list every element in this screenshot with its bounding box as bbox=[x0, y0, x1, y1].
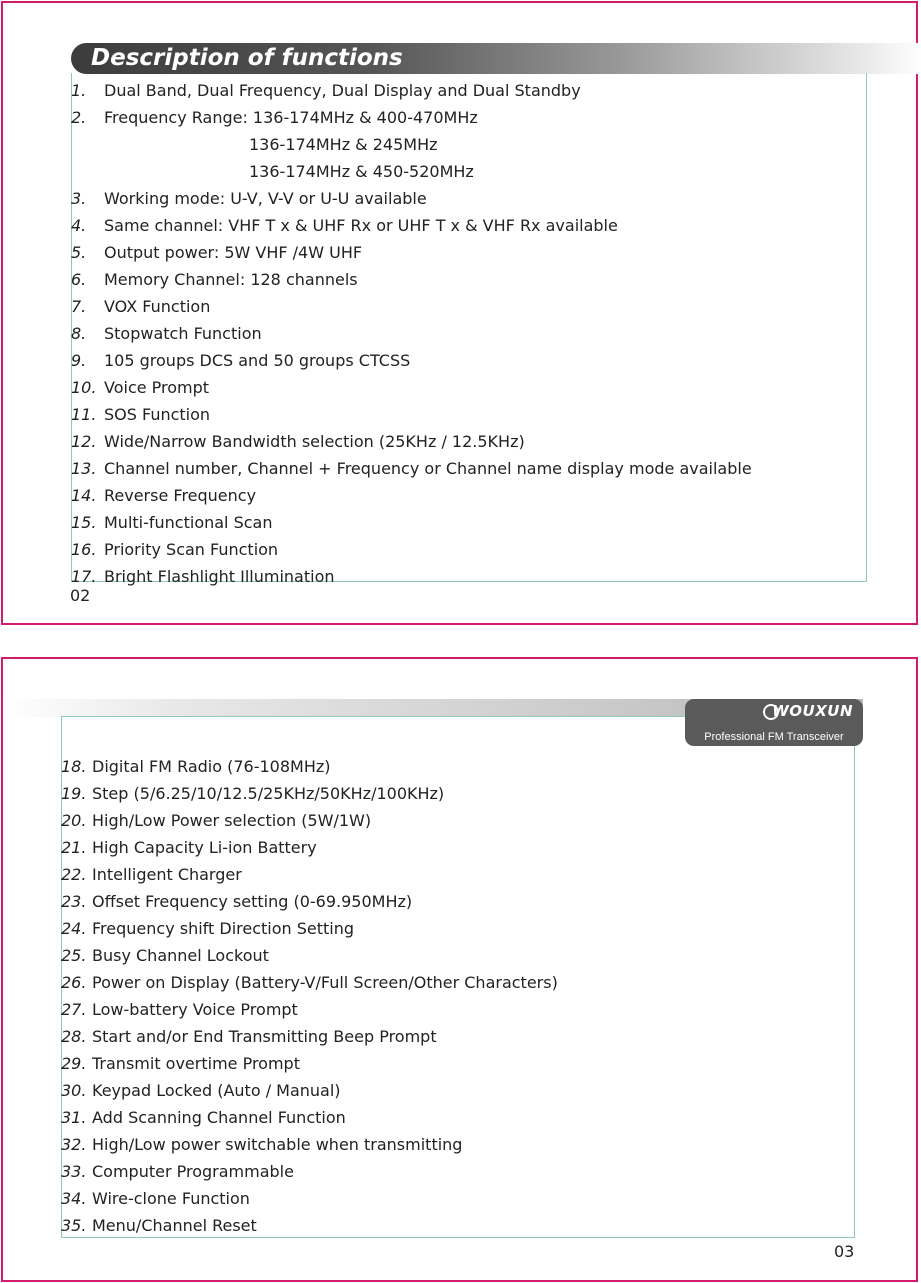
item-text: Frequency Range: 136-174MHz & 400-470MHz bbox=[104, 108, 478, 127]
item-number: 11. bbox=[71, 405, 97, 424]
item-number: 16. bbox=[71, 540, 97, 559]
frequency-range-line-3: 136-174MHz & 450-520MHz bbox=[249, 162, 474, 181]
brand-logo bbox=[685, 699, 863, 746]
item-text: High/Low Power selection (5W/1W) bbox=[92, 811, 372, 830]
item-number: 24. bbox=[61, 919, 87, 938]
item-number: 17. bbox=[71, 567, 97, 586]
item-number: 4. bbox=[71, 216, 87, 235]
item-text: Digital FM Radio (76-108MHz) bbox=[92, 757, 331, 776]
item-text: Bright Flashlight Illumination bbox=[104, 567, 335, 586]
item-text: SOS Function bbox=[104, 405, 211, 424]
item-text: Same channel: VHF T x & UHF Rx or UHF T x & VHF Rx available bbox=[104, 216, 618, 235]
item-text: Wide/Narrow Bandwidth selection (25KHz / 12.5KHz) bbox=[104, 432, 525, 451]
item-text: Voice Prompt bbox=[104, 378, 210, 397]
item-number: 32. bbox=[61, 1135, 87, 1154]
item-text: Multi-functional Scan bbox=[104, 513, 273, 532]
item-number: 19. bbox=[61, 784, 87, 803]
item-text: Priority Scan Function bbox=[104, 540, 279, 559]
item-text: High Capacity Li-ion Battery bbox=[92, 838, 317, 857]
item-number: 28. bbox=[61, 1027, 87, 1046]
item-number: 33. bbox=[61, 1162, 87, 1181]
item-number: 1. bbox=[71, 81, 87, 100]
page-number: 02 bbox=[70, 586, 91, 605]
item-number: 12. bbox=[71, 432, 97, 451]
item-number: 13. bbox=[71, 459, 97, 478]
item-number: 14. bbox=[71, 486, 97, 505]
item-number: 3. bbox=[71, 189, 87, 208]
item-text: Add Scanning Channel Function bbox=[92, 1108, 346, 1127]
item-number: 10. bbox=[71, 378, 97, 397]
item-number: 18. bbox=[61, 757, 87, 776]
frequency-range-line-2: 136-174MHz & 245MHz bbox=[249, 135, 438, 154]
item-number: 15. bbox=[71, 513, 97, 532]
item-text: Transmit overtime Prompt bbox=[92, 1054, 300, 1073]
item-number: 6. bbox=[71, 270, 87, 289]
item-text: Keypad Locked (Auto / Manual) bbox=[92, 1081, 341, 1100]
item-number: 30. bbox=[61, 1081, 87, 1100]
item-text: Output power: 5W VHF /4W UHF bbox=[104, 243, 363, 262]
item-number: 25. bbox=[61, 946, 87, 965]
logo-tagline: Professional FM Transceiver bbox=[704, 731, 844, 743]
item-number: 35. bbox=[61, 1216, 87, 1235]
item-text: Working mode: U-V, V-V or U-U available bbox=[104, 189, 427, 208]
item-text: Stopwatch Function bbox=[104, 324, 262, 343]
item-number: 23. bbox=[61, 892, 87, 911]
item-text: Menu/Channel Reset bbox=[92, 1216, 257, 1235]
item-number: 22. bbox=[61, 865, 87, 884]
item-number: 2. bbox=[71, 108, 87, 127]
item-text: Dual Band, Dual Frequency, Dual Display and Dual Standby bbox=[104, 81, 581, 100]
item-text: Start and/or End Transmitting Beep Prompt bbox=[92, 1027, 437, 1046]
item-number: 27. bbox=[61, 1000, 87, 1019]
logo-brand-text: WOUXUN bbox=[772, 702, 853, 720]
item-number: 9. bbox=[71, 351, 87, 370]
item-text: Power on Display (Battery-V/Full Screen/Other Characters) bbox=[92, 973, 558, 992]
item-text: 105 groups DCS and 50 groups CTCSS bbox=[104, 351, 411, 370]
section-title-bar bbox=[71, 43, 921, 74]
item-text: Wire-clone Function bbox=[92, 1189, 250, 1208]
section-title: Description of functions bbox=[91, 45, 403, 71]
item-number: 20. bbox=[61, 811, 87, 830]
item-text: High/Low power switchable when transmitting bbox=[92, 1135, 463, 1154]
item-number: 31. bbox=[61, 1108, 87, 1127]
item-text: VOX Function bbox=[104, 297, 211, 316]
item-text: Busy Channel Lockout bbox=[92, 946, 269, 965]
item-text: Computer Programmable bbox=[92, 1162, 294, 1181]
item-text: Low-battery Voice Prompt bbox=[92, 1000, 298, 1019]
page-03 bbox=[1, 657, 918, 1282]
item-number: 7. bbox=[71, 297, 87, 316]
page-number: 03 bbox=[834, 1242, 855, 1261]
item-number: 34. bbox=[61, 1189, 87, 1208]
item-text: Reverse Frequency bbox=[104, 486, 257, 505]
item-number: 26. bbox=[61, 973, 87, 992]
item-text: Offset Frequency setting (0-69.950MHz) bbox=[92, 892, 413, 911]
item-number: 21. bbox=[61, 838, 87, 857]
page-02 bbox=[1, 1, 918, 625]
item-text: Intelligent Charger bbox=[92, 865, 242, 884]
item-number: 8. bbox=[71, 324, 87, 343]
item-text: Channel number, Channel + Frequency or Channel name display mode available bbox=[104, 459, 752, 478]
item-number: 5. bbox=[71, 243, 87, 262]
item-text: Step (5/6.25/10/12.5/25KHz/50KHz/100KHz) bbox=[92, 784, 445, 803]
item-text: Frequency shift Direction Setting bbox=[92, 919, 355, 938]
item-text: Memory Channel: 128 channels bbox=[104, 270, 358, 289]
item-number: 29. bbox=[61, 1054, 87, 1073]
